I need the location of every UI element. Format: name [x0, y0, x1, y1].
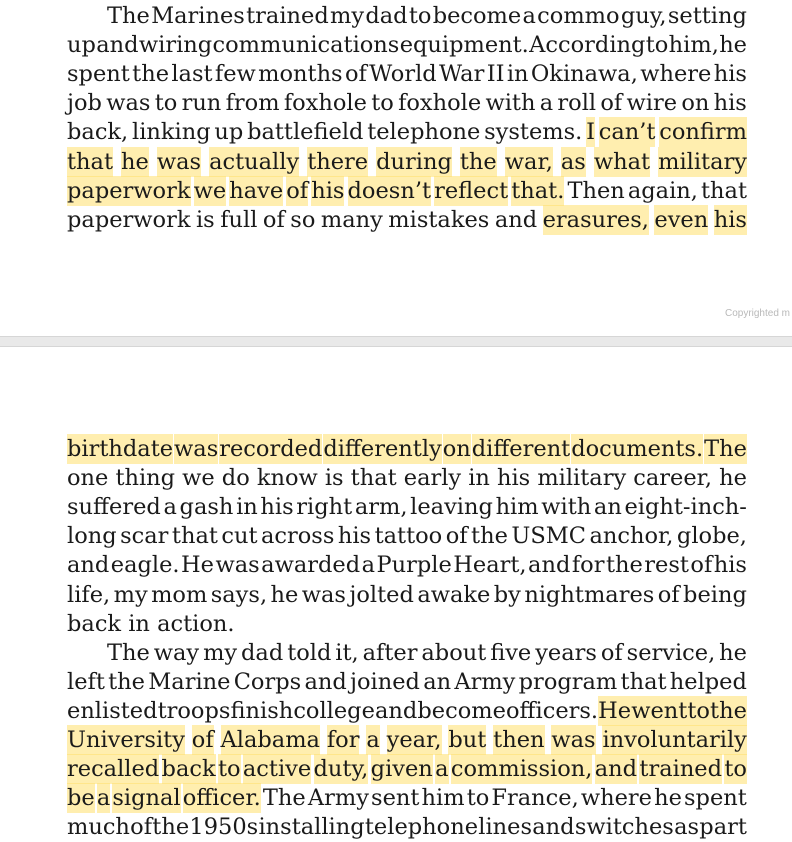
word: and [374, 697, 418, 724]
word: eight-inch- [624, 494, 747, 521]
word: he [270, 581, 299, 608]
word: He [181, 552, 214, 579]
word: where [580, 785, 652, 812]
word: in [236, 494, 258, 521]
word: during [376, 148, 452, 175]
word: was [215, 552, 260, 579]
word: his [713, 552, 747, 579]
word: Purple [376, 552, 452, 579]
text-line [67, 667, 747, 697]
word: being [683, 581, 747, 608]
word: military [658, 148, 747, 175]
word: a [361, 552, 376, 579]
word: dad [241, 639, 284, 666]
word: my [203, 639, 238, 666]
word: on [681, 90, 710, 117]
word: left [67, 668, 105, 695]
word: troops [157, 697, 231, 724]
word: mom [151, 581, 208, 608]
word: the [459, 148, 497, 175]
word: jolted [349, 581, 414, 608]
text-line [107, 638, 747, 668]
word: we [182, 465, 215, 492]
word: few [214, 61, 256, 88]
text-line [67, 492, 747, 522]
word: told [287, 639, 332, 666]
word: a [522, 3, 536, 29]
word: to [466, 785, 490, 812]
word: wire [626, 90, 678, 117]
word: sent [371, 785, 420, 812]
word: an [423, 668, 452, 695]
text-line [67, 434, 747, 464]
word: as [560, 148, 586, 175]
word: USMC [511, 523, 586, 550]
word: Okinawa, [530, 61, 638, 88]
word: his [713, 206, 747, 233]
word: year, [386, 727, 442, 753]
word: a [435, 756, 449, 783]
word: recorded [219, 436, 323, 462]
word: commission, [450, 756, 593, 783]
word: linking [132, 119, 211, 146]
book-page-bottom [0, 347, 792, 839]
word: different [471, 436, 571, 462]
word: erasures, [542, 206, 649, 233]
word: Alabama [220, 727, 320, 753]
word: documents. [571, 436, 704, 462]
word: 1950s [189, 814, 259, 841]
word: battlefield [247, 119, 364, 146]
word: know [256, 465, 318, 492]
word: of [600, 639, 623, 666]
word: was [301, 581, 346, 608]
word: of [600, 90, 623, 117]
word: in [506, 61, 529, 88]
word: can’t [598, 119, 656, 146]
word: and [304, 668, 347, 695]
word: The [107, 3, 150, 29]
word: months [258, 61, 343, 88]
word: for [326, 727, 360, 753]
word: duty, [313, 756, 369, 783]
word: there [307, 148, 369, 175]
word: installing [258, 814, 365, 841]
text-line [67, 609, 747, 639]
word: paperwork [67, 206, 191, 233]
word: awake [417, 581, 491, 608]
word: cut [221, 523, 258, 550]
word: helped [669, 668, 747, 695]
word: life, [67, 581, 111, 608]
word: II [486, 61, 505, 88]
word: way [153, 639, 200, 666]
word: telephone [364, 814, 479, 841]
text-line [67, 783, 747, 813]
word: and [594, 756, 638, 783]
word: on [442, 436, 471, 462]
word: officers. [505, 697, 599, 724]
word: Then [567, 177, 625, 204]
word: of [191, 727, 214, 753]
word: and [67, 552, 110, 579]
word: Marines [151, 3, 245, 29]
word: was [106, 90, 151, 117]
word: was [551, 727, 596, 753]
word: awarded [261, 552, 361, 579]
word: of [690, 552, 713, 579]
word: equipment. [399, 32, 529, 59]
word: doesn’t [347, 177, 432, 204]
word: it, [335, 639, 359, 666]
word: action. [157, 610, 235, 637]
word: to [371, 90, 394, 117]
page-separator [0, 336, 792, 347]
word: we [193, 177, 227, 204]
word: enlisted [67, 697, 158, 724]
word: from [225, 90, 280, 117]
word: is [324, 465, 344, 492]
word: by [493, 581, 521, 608]
word: with [541, 494, 592, 521]
word: trained [639, 756, 723, 783]
word: job [67, 90, 102, 117]
word: his [311, 177, 345, 204]
word: five [490, 639, 532, 666]
text-line [67, 147, 747, 177]
word: up [67, 32, 96, 59]
word: last [171, 61, 213, 88]
word: anchor, [589, 523, 674, 550]
word: globe, [676, 523, 747, 550]
word: to [408, 3, 432, 29]
word: college [293, 697, 375, 724]
word: Marine [148, 668, 231, 695]
word: switches [574, 814, 674, 841]
word: spent [67, 61, 130, 88]
word: have [229, 177, 284, 204]
word: spent [684, 785, 747, 812]
word: his [260, 494, 294, 521]
word: he [719, 32, 747, 59]
word: early [403, 465, 462, 492]
word: signal [112, 785, 181, 812]
word: scar [120, 523, 169, 550]
word: dad [365, 3, 408, 29]
word: was [174, 436, 219, 462]
word: a [96, 785, 111, 812]
word: in [128, 610, 150, 637]
word: about [421, 639, 487, 666]
word: I [586, 119, 595, 146]
word: The [262, 785, 306, 812]
word: finish [230, 697, 294, 724]
word: gash [179, 494, 234, 521]
text-line [67, 205, 747, 235]
word: his [337, 523, 372, 550]
word: back [67, 610, 122, 637]
word: the [605, 552, 643, 579]
word: him [421, 785, 465, 812]
text-line [67, 59, 747, 89]
word: France, [491, 785, 579, 812]
word: full [220, 206, 258, 233]
word: run [181, 90, 222, 117]
word: says, [210, 581, 268, 608]
word: years [535, 639, 597, 666]
word: a [163, 494, 177, 521]
word: to [645, 32, 669, 59]
word: War [439, 61, 485, 88]
text-line [67, 754, 747, 784]
word: World [369, 61, 437, 88]
word: reflect [434, 177, 509, 204]
book-page-top [0, 0, 792, 336]
word: after [362, 639, 418, 666]
word: involuntarily [602, 727, 747, 753]
text-line [67, 30, 747, 60]
word: he [121, 148, 149, 175]
word: The [107, 639, 150, 666]
word: Corps [233, 668, 302, 695]
text-line [67, 117, 747, 147]
word: commo [537, 3, 620, 29]
word: he [654, 785, 682, 812]
word: that [701, 177, 747, 204]
word: confirm [659, 119, 747, 146]
word: to [724, 756, 747, 783]
word: arm, [354, 494, 408, 521]
word: systems. [484, 119, 583, 146]
word: again, [627, 177, 698, 204]
text-line [67, 696, 747, 726]
word: many [320, 206, 383, 233]
word: and [532, 814, 575, 841]
word: that [67, 148, 113, 175]
word: wiring [138, 32, 213, 59]
word: actually [209, 148, 300, 175]
word: given [370, 756, 433, 783]
word: then [493, 727, 545, 753]
word: the [471, 523, 508, 550]
word: the [152, 814, 190, 841]
word: rest [644, 552, 689, 579]
word: an [593, 494, 622, 521]
word: University [67, 727, 185, 753]
word: joined [350, 668, 420, 695]
word: He [598, 697, 632, 724]
word: a [539, 90, 554, 117]
word: his [713, 61, 747, 88]
word: recalled [67, 756, 160, 783]
word: for [571, 552, 605, 579]
word: part [699, 814, 747, 841]
word: and [96, 32, 139, 59]
word: Army [307, 785, 369, 812]
word: of [130, 814, 153, 841]
word: that [620, 668, 667, 695]
word: his [497, 465, 531, 492]
word: he [719, 639, 747, 666]
text-line [67, 88, 747, 118]
word: The [704, 436, 747, 462]
word: the [108, 668, 145, 695]
word: tattoo [374, 523, 443, 550]
word: do [221, 465, 250, 492]
copyright-notice: Copyrighted m [724, 308, 790, 319]
word: foxhole [398, 90, 482, 117]
text-line [67, 463, 747, 493]
word: up [214, 119, 244, 146]
word: my [113, 581, 148, 608]
word: become [432, 3, 522, 29]
word: roll [557, 90, 597, 117]
word: thing [115, 465, 176, 492]
word: foxhole [283, 90, 367, 117]
word: he [719, 465, 747, 492]
word: be [67, 785, 95, 812]
word: of [657, 581, 680, 608]
word: guy, [620, 3, 667, 29]
word: right [296, 494, 353, 521]
word: differently [323, 436, 442, 462]
text-line [67, 176, 747, 206]
word: officer. [182, 785, 261, 812]
word: setting [667, 3, 747, 29]
word: so [290, 206, 316, 233]
word: the [132, 61, 170, 88]
word: my [330, 3, 365, 29]
word: him [495, 494, 539, 521]
word: service, [626, 639, 716, 666]
word: the [710, 697, 747, 724]
word: across [260, 523, 335, 550]
word: telephone [367, 119, 481, 146]
word: nightmares [524, 581, 655, 608]
word: eagle. [110, 552, 180, 579]
word: where [640, 61, 712, 88]
word: of [286, 177, 309, 204]
word: much [67, 814, 130, 841]
text-line [67, 550, 747, 580]
word: of [344, 61, 367, 88]
word: career, [633, 465, 713, 492]
text-line [67, 812, 747, 842]
word: birthdate [67, 436, 174, 462]
word: communications [212, 32, 400, 59]
word: him, [668, 32, 719, 59]
word: to [154, 90, 178, 117]
word: that. [511, 177, 565, 204]
word: paperwork [67, 177, 191, 204]
word: even [654, 206, 709, 233]
word: mistakes [388, 206, 490, 233]
word: trained [246, 3, 329, 29]
word: as [674, 814, 700, 841]
text-line [107, 1, 747, 31]
word: with [485, 90, 536, 117]
word: war, [504, 148, 553, 175]
word: went [631, 697, 688, 724]
word: that [350, 465, 397, 492]
word: is [195, 206, 215, 233]
word: suffered [67, 494, 161, 521]
word: back, [67, 119, 129, 146]
word: program [518, 668, 618, 695]
word: Heart, [453, 552, 527, 579]
word: that [171, 523, 218, 550]
word: military [537, 465, 627, 492]
word: in [468, 465, 490, 492]
word: to [217, 756, 241, 783]
word: of [262, 206, 285, 233]
word: Army [454, 668, 516, 695]
word: active [242, 756, 312, 783]
word: his [713, 90, 747, 117]
word: and [494, 206, 538, 233]
word: of [445, 523, 468, 550]
word: leaving [410, 494, 493, 521]
text-line [67, 725, 747, 755]
word: one [67, 465, 109, 492]
word: back [161, 756, 216, 783]
text-line [67, 521, 747, 551]
word: what [593, 148, 651, 175]
word: a [366, 727, 380, 753]
word: but [448, 727, 487, 753]
word: to [687, 697, 710, 724]
word: According [529, 32, 646, 59]
word: and [528, 552, 571, 579]
word: was [156, 148, 202, 175]
word: become [417, 697, 506, 724]
text-line [67, 580, 747, 610]
word: long [67, 523, 117, 550]
word: lines [478, 814, 533, 841]
